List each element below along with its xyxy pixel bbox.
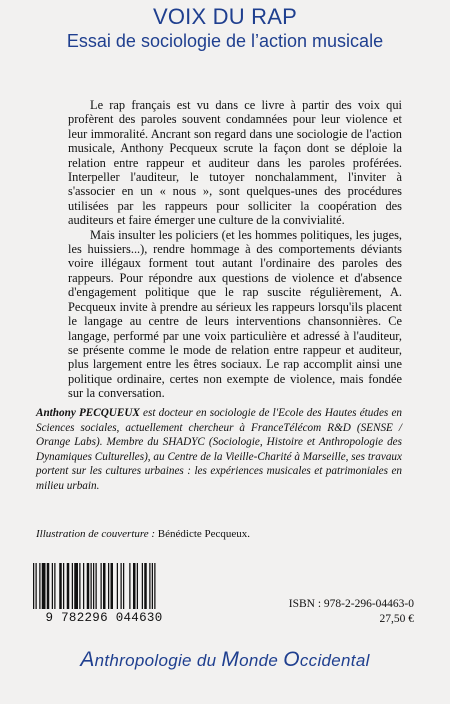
barcode-bar: [144, 563, 147, 609]
barcode-bar: [67, 563, 70, 609]
illustration-credit: [36, 528, 416, 540]
barcode-bar: [129, 563, 130, 609]
barcode-bar: [91, 563, 92, 609]
series-text-1: nthropologie du: [94, 651, 222, 670]
barcode-bar: [83, 563, 84, 609]
barcode-bar: [39, 563, 40, 609]
barcode-bar: [103, 563, 106, 609]
barcode-bar: [36, 563, 37, 609]
barcode-bar: [54, 563, 55, 609]
series-name: [0, 648, 450, 672]
barcode: [29, 563, 179, 635]
blurb-paragraph-2: Mais insulter les policiers (et les hommes politiques, les juges, les huissiers...), rendre hommage à des comportements déviants voire illégaux forment tout autant l'ordinaire des paroles des rappeurs. Pour répondre aux questions de violence et d'absence d'engagement politique que le rap suscite régulièrement, A. Pecqueux invite à prendre au sérieux les rappeurs lorsqu'ils placent le langage au centre de leurs interventions chansonnières. Ce langage, performé par une voix particulière et adressé à l'auditeur, se présente comme le mode de relation entre rappeur et auditeur, plus largement entre les êtres sociaux. Le rap accomplit ainsi une politique ordinaire, certes non exempte de violence, mais fondée sur la conversation.: [68, 227, 402, 401]
barcode-bar: [72, 563, 73, 609]
series-cap-1: A: [80, 648, 95, 671]
barcode-bar: [74, 563, 78, 609]
barcode-bar: [152, 563, 153, 609]
author-name: Anthony PECQUEUX: [36, 407, 140, 419]
barcode-bar: [154, 563, 155, 609]
isbn-block: [289, 597, 414, 627]
illustration-label: Illustration de couverture :: [36, 528, 156, 540]
barcode-bar: [121, 563, 122, 609]
series-text-3: ccidental: [299, 651, 370, 670]
barcode-bar: [59, 563, 62, 609]
series-cap-2: M: [221, 648, 240, 671]
barcode-bar: [108, 563, 109, 609]
author-bio-text: est docteur en sociologie de l'Ecole des Hautes études en Sciences sociales, actuellement chercheur à FranceTélécom R&D (SENSE / Orange Labs). Membre du SHADYC (Sociologie, Histoire et Anthropologie des Dynamiques Culturelles), au Centre de la Vieille-Charité à Marseille, ses travaux portent sur les cultures urbaines : les expériences musicales et patrimoniales en milieu urbain.: [36, 407, 403, 492]
barcode-bar: [33, 563, 34, 609]
blurb-paragraph-1: Le rap français est vu dans ce livre à partir des voix qui profèrent des paroles souvent condamnées pour leur violence et leur immoralité. Ancrant son regard dans une sociologie de l'action musicale, Anthony Pecqueux scrute la façon dont se déploie la relation entre rappeur et auditeur dans les paroles proférées. Interpeller l'auditeur, le tutoyer nonchalamment, l'inviter à s'associer en un « nous », sont quelques-unes des procédures utilisées par les rappeurs pour solliciter la coopération des auditeurs et faire émerger une culture de la convivialité.: [68, 98, 402, 228]
book-title: VOIX DU RAP: [152, 4, 297, 29]
barcode-bar: [142, 563, 143, 609]
barcode-bar: [101, 563, 102, 609]
barcode-bar: [42, 563, 46, 609]
barcode-bar: [47, 563, 50, 609]
barcode-bar: [93, 563, 94, 609]
series-cap-3: O: [283, 648, 300, 671]
barcode-bar: [149, 563, 150, 609]
barcode-bar: [79, 563, 80, 609]
title-block: [0, 4, 450, 52]
isbn-number: ISBN : 978-2-296-04463-0: [288, 598, 414, 610]
illustration-artist: Bénédicte Pecqueux.: [155, 528, 251, 540]
barcode-digits: 9 782296 044630: [45, 611, 163, 625]
barcode-bar: [117, 563, 118, 609]
barcode-bar: [133, 563, 136, 609]
barcode-bar: [111, 563, 114, 609]
barcode-bars: [29, 563, 179, 613]
price: 27,50 €: [379, 613, 414, 625]
barcode-bar: [137, 563, 138, 609]
barcode-bar: [96, 563, 97, 609]
series-text-2: onde: [239, 651, 284, 670]
barcode-bar: [123, 563, 124, 609]
book-subtitle: Essai de sociologie de l’action musicale: [66, 31, 384, 51]
barcode-bar: [63, 563, 64, 609]
blurb-text: [68, 98, 402, 401]
barcode-bar: [87, 563, 90, 609]
barcode-bar: [52, 563, 53, 609]
author-bio: [36, 406, 402, 494]
